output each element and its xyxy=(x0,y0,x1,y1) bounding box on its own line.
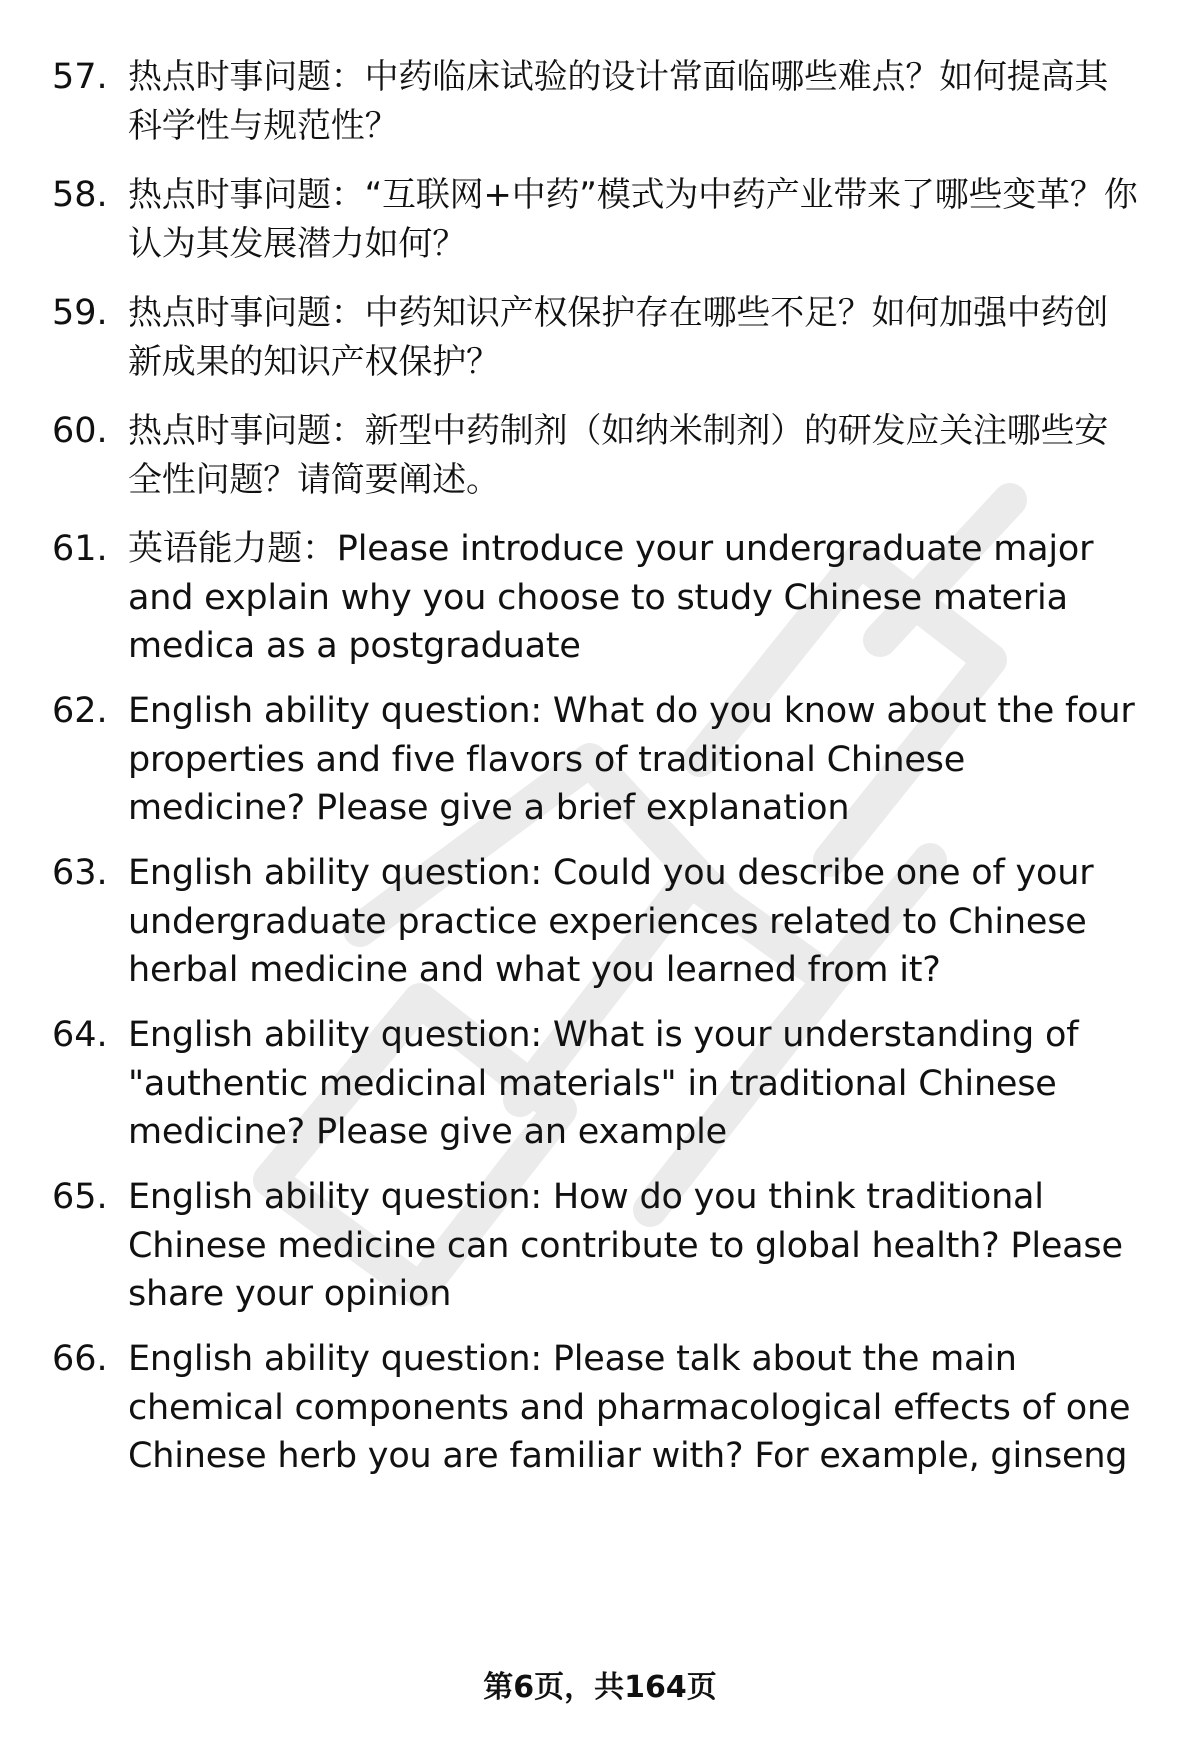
question-text: 热点时事问题：“互联网+中药”模式为中药产业带来了哪些变革？你认为其发展潜力如何？ xyxy=(128,175,1138,264)
question-text: English ability question: What is your understanding of "authentic medicinal materials" in traditional Chinese medicine? Please give an example xyxy=(128,1015,1079,1152)
question-text: 热点时事问题：中药知识产权保护存在哪些不足？如何加强中药创新成果的知识产权保护？ xyxy=(128,293,1109,382)
question-text: English ability question: How do you think traditional Chinese medicine can contribute to global health? Please share your opinion xyxy=(128,1177,1123,1314)
question-item-62 xyxy=(52,687,1152,833)
question-text: 英语能力题：Please introduce your undergraduate major and explain why you choose to study Chinese materia medica as a postgraduate xyxy=(128,529,1094,666)
question-item-57 xyxy=(52,53,1152,150)
page-number-footer: 第6页，共164页 xyxy=(483,1670,717,1705)
question-item-66 xyxy=(52,1335,1152,1481)
question-text: 热点时事问题：中药临床试验的设计常面临哪些难点？如何提高其科学性与规范性？ xyxy=(128,57,1109,146)
question-number: 62. xyxy=(52,691,108,731)
question-number: 66. xyxy=(52,1339,108,1379)
question-number: 59. xyxy=(52,293,108,333)
question-number: 65. xyxy=(52,1177,108,1217)
question-item-61 xyxy=(52,525,1152,671)
question-number: 61. xyxy=(52,529,108,569)
question-item-63 xyxy=(52,849,1152,995)
question-number: 63. xyxy=(52,853,108,893)
question-text: English ability question: Please talk about the main chemical components and pharmacological effects of one Chinese herb you are familiar with? For example, ginseng xyxy=(128,1339,1131,1476)
question-item-64 xyxy=(52,1011,1152,1157)
question-text: 热点时事问题：新型中药制剂（如纳米制剂）的研发应关注哪些安全性问题？请简要阐述。 xyxy=(128,411,1109,500)
question-number: 60. xyxy=(52,411,108,451)
question-item-58 xyxy=(52,171,1152,268)
question-item-65 xyxy=(52,1173,1152,1319)
question-number: 58. xyxy=(52,175,108,215)
question-text: English ability question: What do you know about the four properties and five flavors of traditional Chinese medicine? Please give a brief explanation xyxy=(128,691,1135,828)
question-item-59 xyxy=(52,289,1152,386)
question-text: English ability question: Could you describe one of your undergraduate practice experiences related to Chinese herbal medicine and what you learned from it? xyxy=(128,853,1094,990)
question-number: 64. xyxy=(52,1015,108,1055)
question-number: 57. xyxy=(52,57,108,97)
question-item-60 xyxy=(52,407,1152,504)
